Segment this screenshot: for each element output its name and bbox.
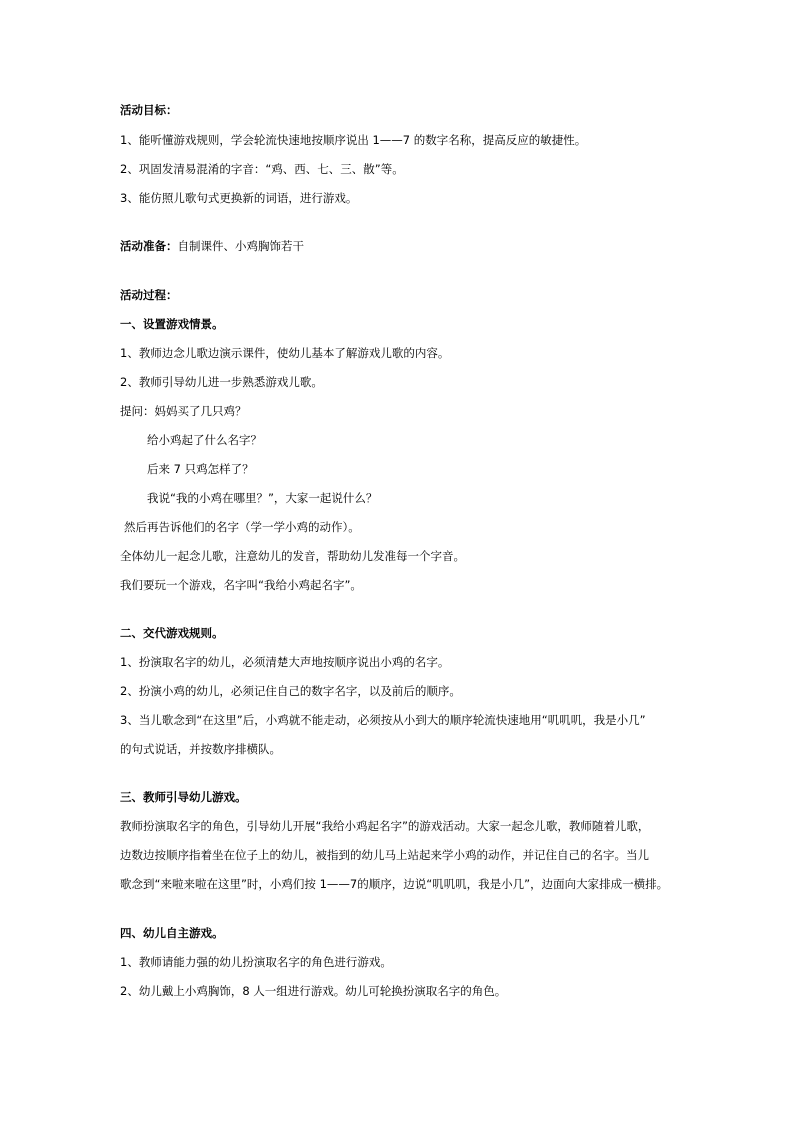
- preparation-line: [120, 238, 304, 254]
- section1-after-2: 全体幼儿一起念儿歌，注意幼儿的发音，帮助幼儿发准每一个字音。: [120, 549, 465, 563]
- section1-item-2: 2、教师引导幼儿进一步熟悉游戏儿歌。: [120, 375, 323, 389]
- section1-after-1: 然后再告诉他们的名字（学一学小鸡的动作）。: [124, 520, 360, 534]
- section3-line-1: 教师扮演取名字的角色，引导幼儿开展“我给小鸡起名字”的游戏活动。大家一起念儿歌，教师随着儿歌，: [120, 819, 650, 833]
- section1-title: 一、设置游戏情景。: [120, 317, 224, 331]
- section1-question-2: 后来 7 只鸡怎样了？: [147, 462, 254, 476]
- section4-item-2: 2、幼儿戴上小鸡胸饰，8 人一组进行游戏。幼儿可轮换扮演取名字的角色。: [120, 984, 507, 998]
- section2-item-2: 2、扮演小鸡的幼儿，必须记住自己的数字名字，以及前后的顺序。: [120, 684, 461, 698]
- section2-item-1: 1、扮演取名字的幼儿，必须清楚大声地按顺序说出小鸡的名字。: [120, 655, 450, 669]
- section1-question-3: 我说“我的小鸡在哪里？”，大家一起说什么？: [147, 491, 378, 505]
- section2-item-3-cont: 的句式说话，并按数序排横队。: [120, 742, 281, 756]
- section1-after-3: 我们要玩一个游戏，名字叫“我给小鸡起名字”。: [120, 578, 362, 592]
- section3-line-2: 边数边按顺序指着坐在位子上的幼儿，被指到的幼儿马上站起来学小鸡的动作，并记住自己的名字。当儿: [120, 848, 649, 862]
- preparation-heading: 活动准备：: [120, 239, 178, 253]
- section2-item-3: 3、当儿歌念到“在这里”后，小鸡就不能走动，必须按从小到大的顺序轮流快速地用“叽叽叽，我是小几”: [120, 713, 646, 727]
- section3-line-3: 歌念到“来啦来啦在这里”时，小鸡们按 1——7的顺序，边说“叽叽叽，我是小几”，边面向大家排成一横排。: [120, 877, 669, 891]
- objective-item-2: 2、巩固发清易混淆的字音：“鸡、西、七、三、散”等。: [120, 162, 404, 176]
- preparation-text: 自制课件、小鸡胸饰若干: [177, 239, 304, 253]
- process-heading: 活动过程：: [120, 288, 178, 302]
- section1-question-label: 提问：妈妈买了几只鸡？: [120, 404, 247, 418]
- objectives-heading: 活动目标：: [120, 103, 178, 117]
- section4-title: 四、幼儿自主游戏。: [120, 926, 224, 940]
- section3-title: 三、教师引导幼儿游戏。: [120, 790, 247, 804]
- objective-item-1: 1、能听懂游戏规则，学会轮流快速地按顺序说出 1——7 的数字名称，提高反应的敏捷性。: [120, 133, 587, 147]
- section1-question-1: 给小鸡起了什么名字？: [147, 433, 262, 447]
- objective-item-3: 3、能仿照儿歌句式更换新的词语，进行游戏。: [120, 191, 358, 205]
- section1-item-1: 1、教师边念儿歌边演示课件，使幼儿基本了解游戏儿歌的内容。: [120, 346, 450, 360]
- section4-item-1: 1、教师请能力强的幼儿扮演取名字的角色进行游戏。: [120, 955, 392, 969]
- section2-title: 二、交代游戏规则。: [120, 626, 224, 640]
